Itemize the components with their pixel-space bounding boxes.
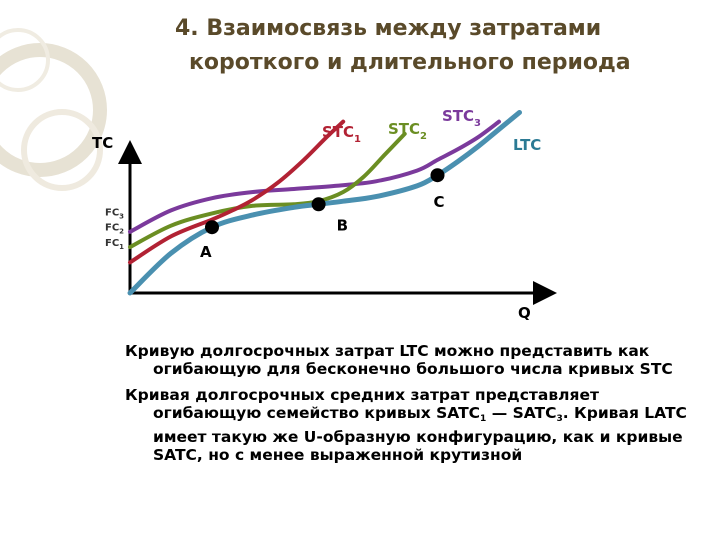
- paragraph-2-sub-1: 1: [480, 414, 487, 424]
- series-label-stc1: $STC_1$: [322, 123, 362, 145]
- point-label-b: B: [336, 216, 349, 235]
- point-label-c: C: [433, 193, 445, 212]
- point-label-a: A: [200, 243, 212, 262]
- point-b: [312, 197, 326, 211]
- series-label-stc2: $STC_2$: [388, 120, 428, 142]
- title-line-1: 4. Взаимосвязь между затратами: [175, 16, 602, 41]
- title-line-2: короткого и длительного периода: [189, 50, 631, 75]
- point-c: [431, 168, 445, 182]
- series-labels: [322, 107, 541, 154]
- point-a: [205, 220, 219, 234]
- series-label-stc3: $STC_3$: [442, 107, 482, 129]
- paragraph-2: [125, 386, 695, 464]
- explanation-text: [125, 342, 695, 472]
- paragraph-2-part-a: Кривая долгосрочных средних затрат представляет огибающую семейство кривых SATC: [125, 386, 599, 422]
- y-axis-label: TC: [92, 134, 114, 152]
- paragraph-1: Кривую долгосрочных затрат LTC можно представить как огибающую для бесконечно большого числа кривых STC: [125, 342, 673, 378]
- paragraph-2-part-b: — SATC: [486, 404, 557, 422]
- paragraph-2-sub-2: 3: [556, 414, 563, 424]
- x-axis-label: Q: [518, 304, 531, 322]
- series-label-ltc: LTC: [513, 136, 542, 154]
- tangency-points: [200, 168, 445, 261]
- paragraph-2-part-c: . Кривая LATC имеет такую же U-образную конфигурацию, как и кривые SATC, но с менее выраженной крутизной: [153, 404, 687, 464]
- y-tick-label-fc1: $FC_1$: [105, 237, 125, 251]
- y-tick-labels: [105, 207, 124, 251]
- y-tick-label-fc3: $FC_3$: [105, 207, 125, 221]
- axes: [92, 134, 545, 322]
- y-tick-label-fc2: $FC_2$: [105, 222, 125, 236]
